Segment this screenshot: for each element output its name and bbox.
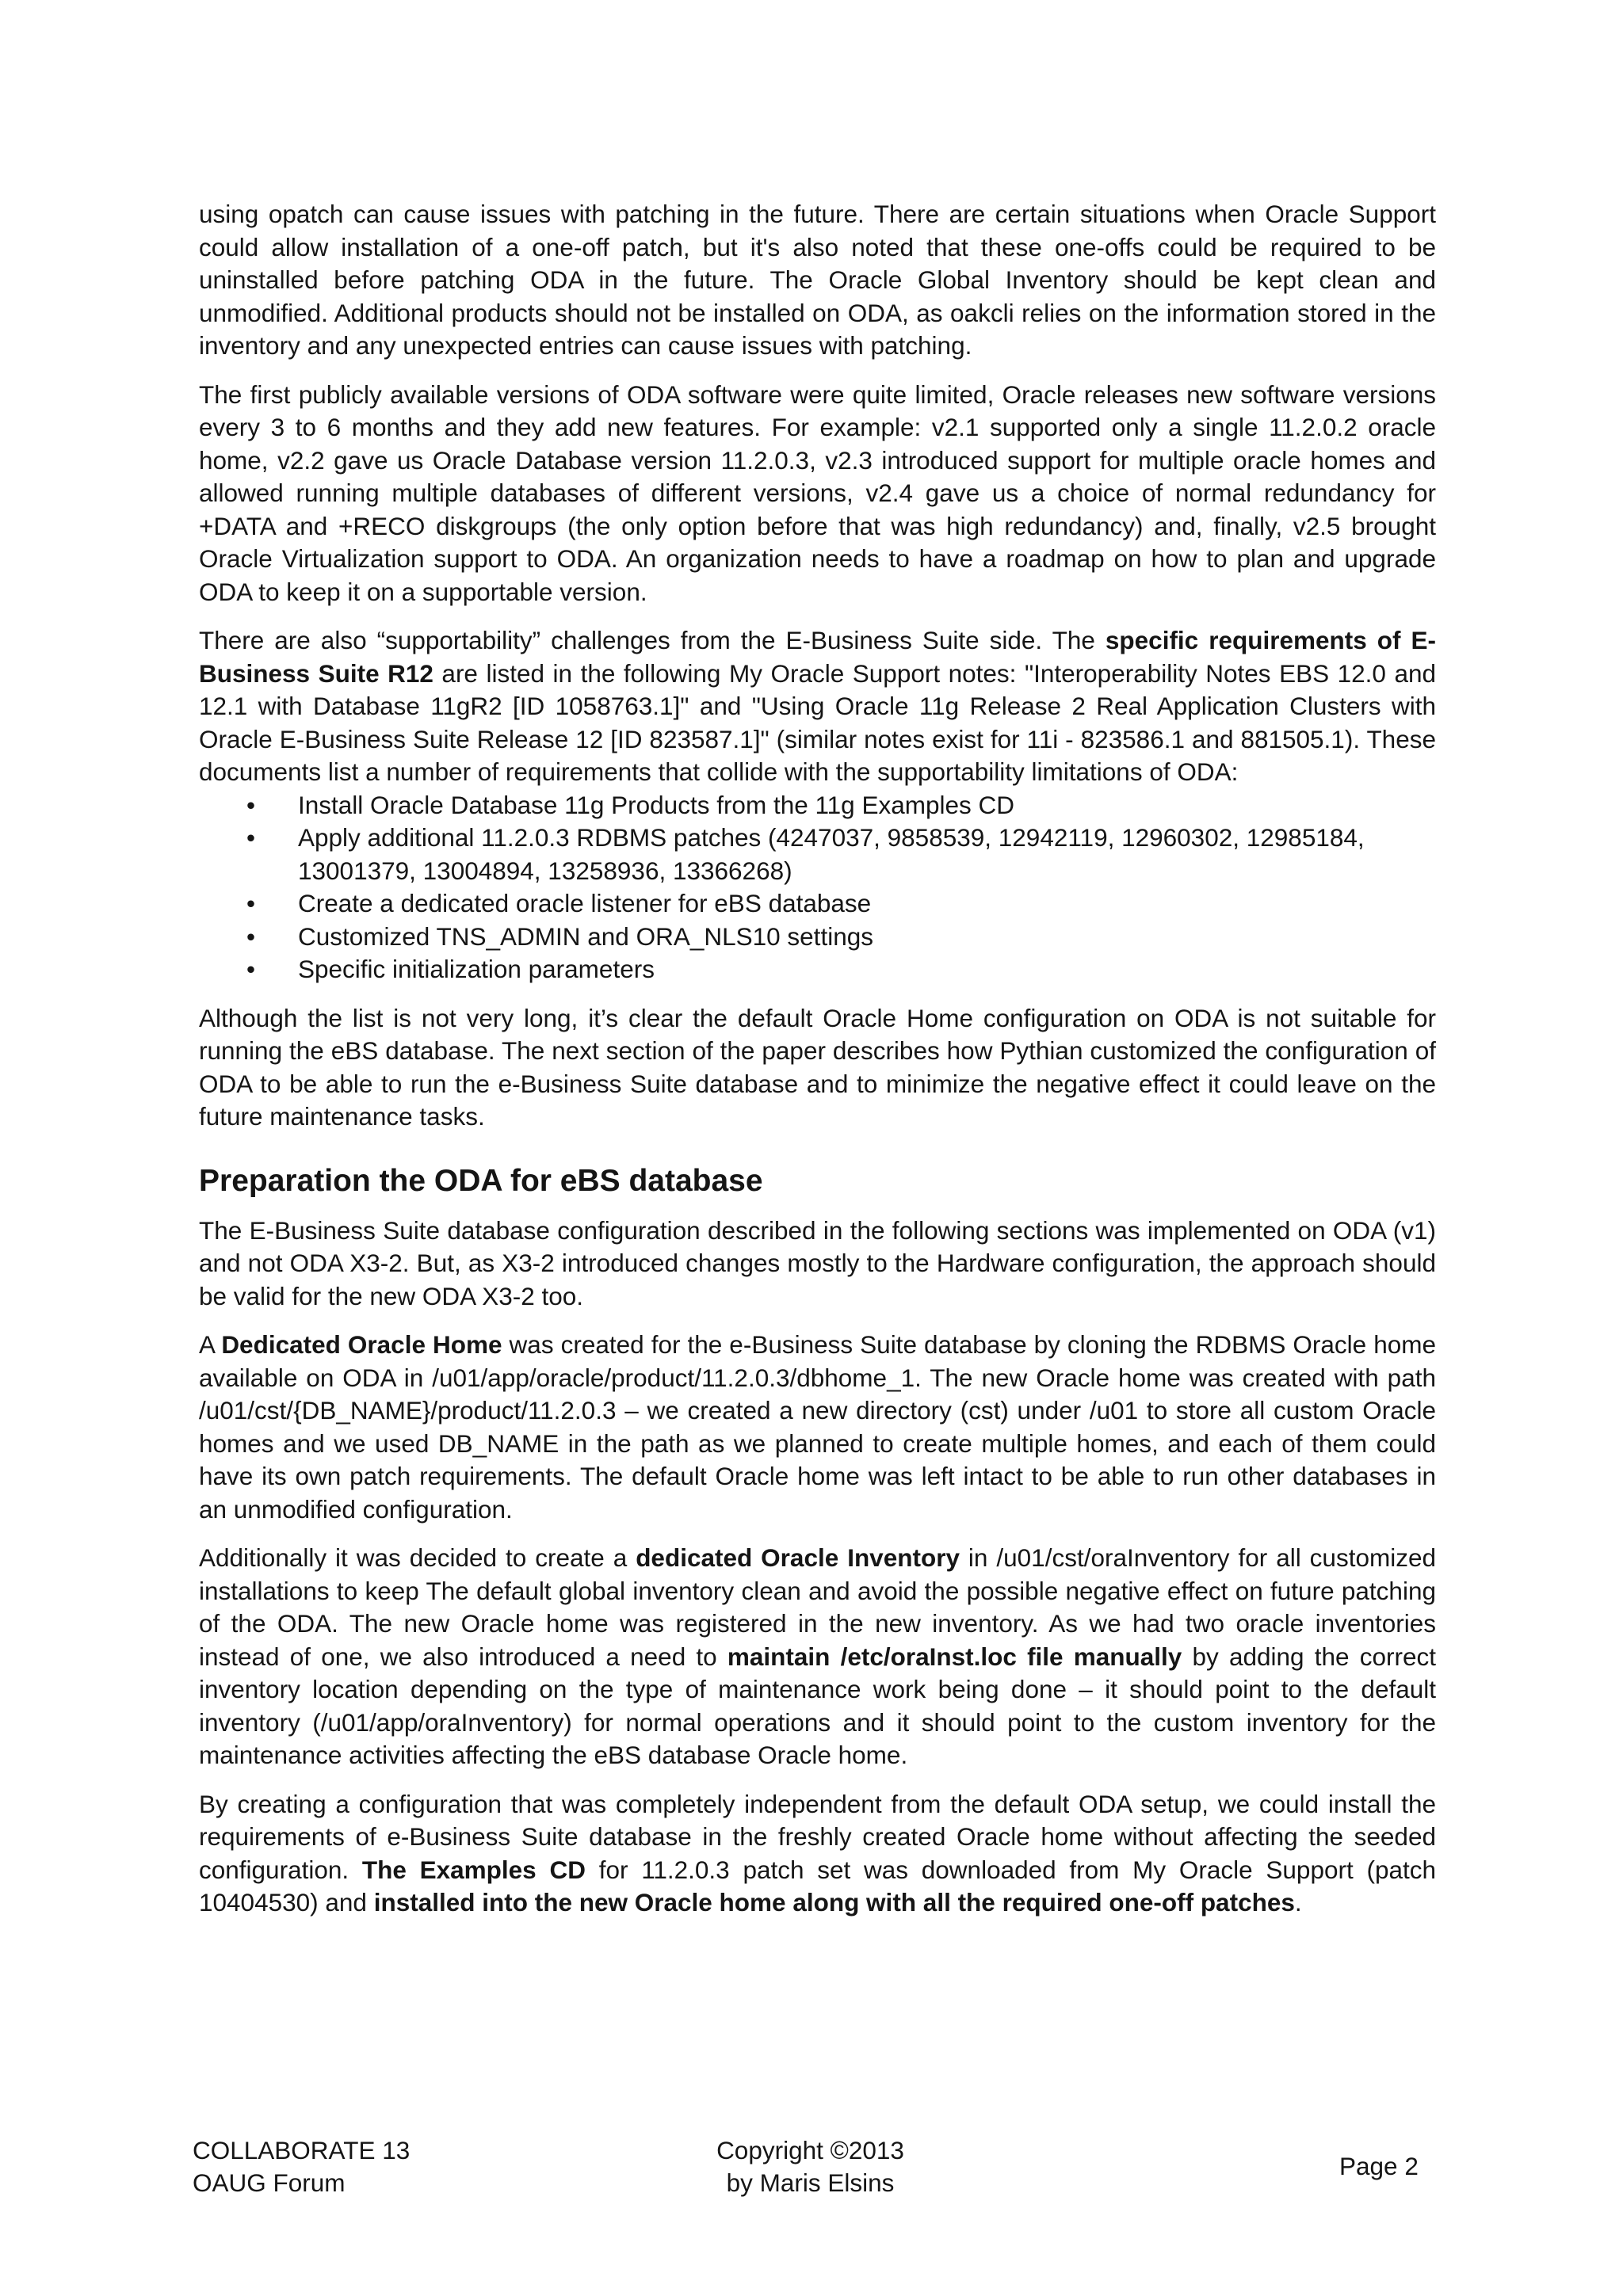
paragraph-list-summary: Although the list is not very long, it’s clear the default Oracle Home configuration on ODA is not suitable for running the eBS database. The next section of the paper describes how Pythian customized the configuration of ODA to be able to run the e-Business Suite database and to minimize the negative effect it could leave on the future maintenance tasks. [199,1003,1436,1131]
list-item: • Specific initialization parameters [199,953,1436,986]
bullet-icon: • [246,823,256,852]
emphasis-specific-requirements: specific requirements of E-Business Suite R12 [199,626,1436,688]
footer-copyright: Copyright ©2013 by Maris Elsins [716,2136,904,2197]
emphasis-orainst-loc: maintain /etc/oraInst.loc file manually [727,1642,1182,1671]
bullet-icon: • [246,889,256,917]
paragraph-versions: The first publicly available versions of ODA software were quite limited, Oracle releases new software versions every 3 to 6 months and they add new features. For example: v2.1 supported only a single 11.2.0.2 oracle home, v2.2 gave us Oracle Database version 11.2.0.3, v2.3 introduced support for multiple oracle homes and allowed running multiple databases of different versions, v2.4 gave us a choice of normal redundancy for +DATA and +RECO diskgroups (the only option before that was high redundancy) and, finally, v2.5 brought Oracle Virtualization support to ODA. An organization needs to have a roadmap on how to plan and upgrade ODA to keep it on a supportable version. [199,379,1436,606]
paragraph-supportability: There are also “supportability” challenges from the E-Business Suite side. The specific requirements of E-Business Suite R12 are listed in the following My Oracle Support notes: "Interoperability Notes EBS 12.0 and 12.1 with Database 11gR2 [ID 1058763.1]" and "Using Oracle 11g Release 2 Real Application Clusters with Oracle E-Business Suite Release 12 [ID 823587.1]" (similar notes exist for 11i - 823586.1 and 881505.1). These documents list a number of requirements that collide with the supportability limitations of ODA: [199,626,1437,786]
footer-conference: COLLABORATE 13 OAUG Forum [193,2136,411,2197]
list-item: • Install Oracle Database 11g Products from the 11g Examples CD [199,789,1436,822]
list-item: • Customized TNS_ADMIN and ORA_NLS10 settings [199,921,1436,954]
paragraph-independent-config: By creating a configuration that was completely independent from the default ODA setup, we could install the requirements of e-Business Suite database in the freshly created Oracle home without affecting the seeded configuration. The Examples CD for 11.2.0.3 patch set was downloaded from My Oracle Support (patch 10404530) and installed into the new Oracle home along with all the required one-off patches. [199,1789,1437,1917]
emphasis-dedicated-inventory: dedicated Oracle Inventory [636,1543,960,1572]
bullet-icon: • [246,921,256,951]
emphasis-installed: installed into the new Oracle home along with all the required one-off patches [373,1888,1295,1917]
list-item: • Create a dedicated oracle listener for eBS database [199,887,1436,921]
bullet-icon: • [246,955,256,983]
emphasis-dedicated-home: Dedicated Oracle Home [221,1330,502,1359]
paragraph-opatch: using opatch can cause issues with patching in the future. There are certain situations when Oracle Support could allow installation of a one-off patch, but it's also noted that these one-offs could be required to be uninstalled before patching ODA in the future. The Oracle Global Inventory should be kept clean and unmodified. Additional products should not be installed on ODA, as oakcli relies on the information stored in the inventory and any unexpected entries can cause issues with patching. [199,200,1436,360]
bullet-icon: • [246,790,256,819]
requirements-list [199,789,1436,986]
emphasis-examples-cd: The Examples CD [361,1855,586,1884]
section-heading: Preparation the ODA for eBS database [199,1163,763,1198]
paragraph-configuration: The E-Business Suite database configuration described in the following sections was implemented on ODA (v1) and not ODA X3-2. But, as X3-2 introduced changes mostly to the Hardware configuration, the approach should be valid for the new ODA X3-2 too. [199,1215,1436,1310]
list-item: • Apply additional 11.2.0.3 RDBMS patches (4247037, 9858539, 12942119, 12960302, 12985184, 13001379, 13004894, 13258936, 13366268) [246,823,1365,885]
footer-page-number: Page 2 [1339,2152,1419,2180]
page-body [199,198,1436,1936]
paragraph-dedicated-home: A Dedicated Oracle Home was created for the e-Business Suite database by cloning the RDBMS Oracle home available on ODA in /u01/app/oracle/product/11.2.0.3/dbhome_1. The new Oracle home was created with path /u01/cst/{DB_NAME}/product/11.2.0.3 – we created a new directory (cst) under /u01 to store all custom Oracle homes and we used DB_NAME in the path as we planned to create multiple homes, and each of them could have its own patch requirements. The default Oracle home was left intact to be able to run other databases in an unmodified configuration. [199,1330,1436,1524]
paragraph-dedicated-inventory: Additionally it was decided to create a dedicated Oracle Inventory in /u01/cst/oraInventory for all customized installations to keep The default global inventory clean and avoid the possible negative effect on future patching of the ODA. The new Oracle home was registered in the new inventory. As we had two oracle inventories instead of one, we also introduced a need to maintain /etc/oraInst.loc file manually by adding the correct inventory location depending on the type of maintenance work being done – it should point to the default inventory (/u01/app/oraInventory) for normal operations and it should point to the custom inventory for the maintenance activities affecting the eBS database Oracle home. [199,1543,1436,1769]
